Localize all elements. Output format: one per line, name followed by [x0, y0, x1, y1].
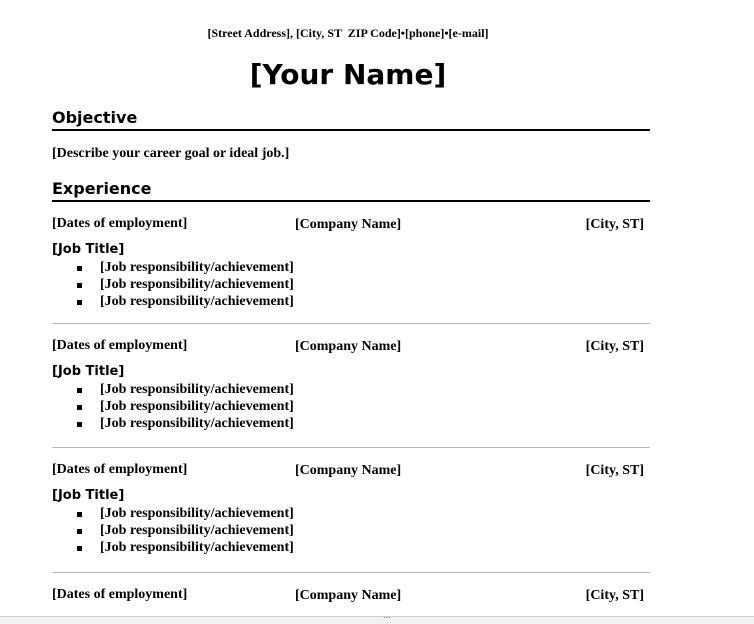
square-bullet-icon	[77, 283, 82, 288]
job-company: [Company Name]	[295, 339, 402, 354]
job-bullet-text: [Job responsibility/achievement]	[100, 399, 294, 414]
job-city: [City, ST]	[585, 588, 644, 603]
job-divider	[52, 447, 650, 448]
square-bullet-icon	[77, 266, 82, 271]
square-bullet-icon	[77, 405, 82, 410]
job-bullet-list	[52, 506, 650, 557]
page-title: [Your Name]	[249, 58, 447, 91]
job-divider	[52, 572, 650, 573]
job-dates: [Dates of employment]	[52, 216, 188, 231]
job-bullet	[52, 277, 650, 294]
job-bullet	[52, 416, 650, 433]
square-bullet-icon	[77, 300, 82, 305]
job-bullet-text: [Job responsibility/achievement]	[100, 382, 294, 397]
job-bullet	[52, 399, 650, 416]
square-bullet-icon	[77, 422, 82, 427]
job-bullet-list	[52, 260, 650, 311]
job-bullet	[52, 260, 650, 277]
job-title: [Job Title]	[52, 488, 125, 503]
job-entry	[52, 216, 650, 311]
contact-line: [Street Address], [City, ST ZIP Code]•[phone]•[e-mail]	[207, 26, 489, 40]
job-bullet-text: [Job responsibility/achievement]	[100, 540, 294, 555]
job-bullet	[52, 540, 650, 557]
job-title: [Job Title]	[52, 242, 125, 257]
job-header	[52, 338, 650, 356]
job-bullet	[52, 294, 650, 311]
job-bullet	[52, 523, 650, 540]
square-bullet-icon	[77, 546, 82, 551]
job-bullet	[52, 506, 650, 523]
job-dates: [Dates of employment]	[52, 462, 188, 477]
square-bullet-icon	[77, 529, 82, 534]
job-dates: [Dates of employment]	[52, 338, 188, 353]
job-company: [Company Name]	[295, 217, 402, 232]
job-header	[52, 462, 650, 480]
experience-heading: Experience	[52, 179, 650, 202]
job-bullet-text: [Job responsibility/achievement]	[100, 294, 294, 309]
job-bullet-text: [Job responsibility/achievement]	[100, 523, 294, 538]
job-entry	[52, 587, 650, 605]
job-divider	[52, 323, 650, 324]
job-bullet-text: [Job responsibility/achievement]	[100, 506, 294, 521]
job-title: [Job Title]	[52, 364, 125, 379]
square-bullet-icon	[77, 512, 82, 517]
job-city: [City, ST]	[585, 339, 644, 354]
ellipsis-icon: …	[383, 611, 391, 620]
job-company: [Company Name]	[295, 588, 402, 603]
square-bullet-icon	[77, 388, 82, 393]
job-header	[52, 216, 650, 234]
job-bullet-text: [Job responsibility/achievement]	[100, 416, 294, 431]
job-bullet-text: [Job responsibility/achievement]	[100, 260, 294, 275]
job-city: [City, ST]	[585, 217, 644, 232]
job-entry	[52, 462, 650, 557]
job-entry	[52, 338, 650, 433]
job-bullet	[52, 382, 650, 399]
job-bullet-list	[52, 382, 650, 433]
job-bullet-text: [Job responsibility/achievement]	[100, 277, 294, 292]
job-header	[52, 587, 650, 605]
job-company: [Company Name]	[295, 463, 402, 478]
job-city: [City, ST]	[585, 463, 644, 478]
job-dates: [Dates of employment]	[52, 587, 188, 602]
objective-heading: Objective	[52, 108, 650, 131]
objective-text: [Describe your career goal or ideal job.]	[52, 146, 290, 161]
